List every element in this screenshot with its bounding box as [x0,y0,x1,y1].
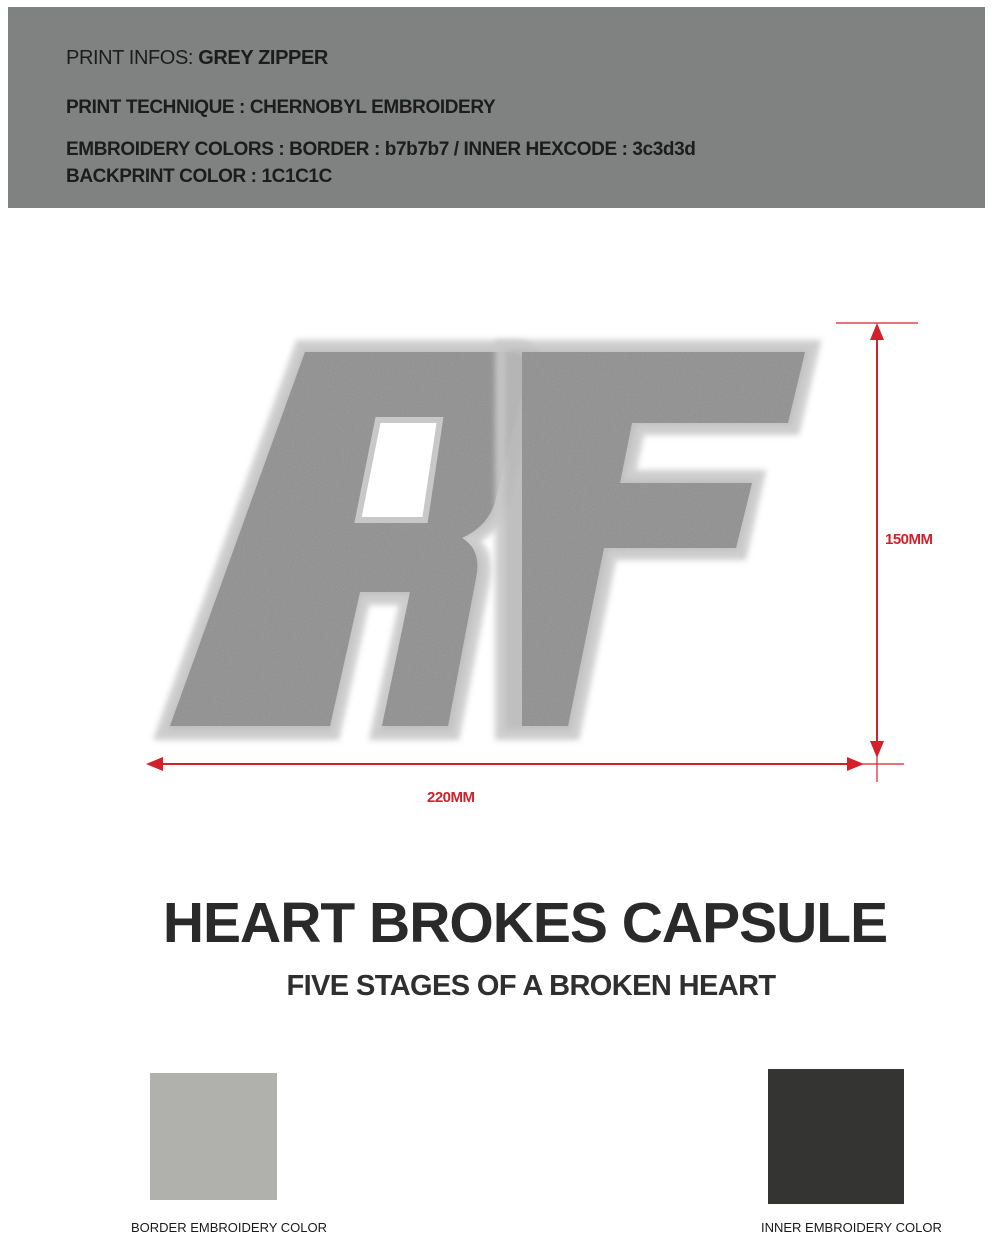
arrow-up-icon [870,323,884,340]
width-measurement-label: 220MM [427,789,475,806]
capsule-title: HEART BROKES CAPSULE [162,891,888,955]
border-swatch-label: BORDER EMBROIDERY COLOR [131,1220,328,1235]
capsule-subtitle: FIVE STAGES OF A BROKEN HEART [286,970,776,1002]
print-technique-line: PRINT TECHNIQUE : CHERNOBYL EMBROIDERY [66,97,496,118]
border-color-swatch [150,1073,277,1200]
print-infos-value: GREY ZIPPER [198,47,328,69]
arrow-right-icon [847,757,864,771]
print-infos-label: PRINT INFOS: [66,47,199,69]
embroidery-colors-line: EMBROIDERY COLORS : BORDER : b7b7b7 / INNER HEXCODE : 3c3d3d [66,139,696,160]
height-dimension [836,323,918,782]
backprint-color-line: BACKPRINT COLOR : 1C1C1C [66,166,332,187]
width-dimension [146,757,864,771]
arrow-left-icon [146,757,163,771]
letter-f-patch [500,345,815,735]
inner-color-swatch [768,1069,904,1204]
height-measurement-label: 150MM [885,531,933,548]
inner-swatch-label: INNER EMBROIDERY COLOR [761,1220,942,1235]
letter-r-patch [160,345,538,735]
